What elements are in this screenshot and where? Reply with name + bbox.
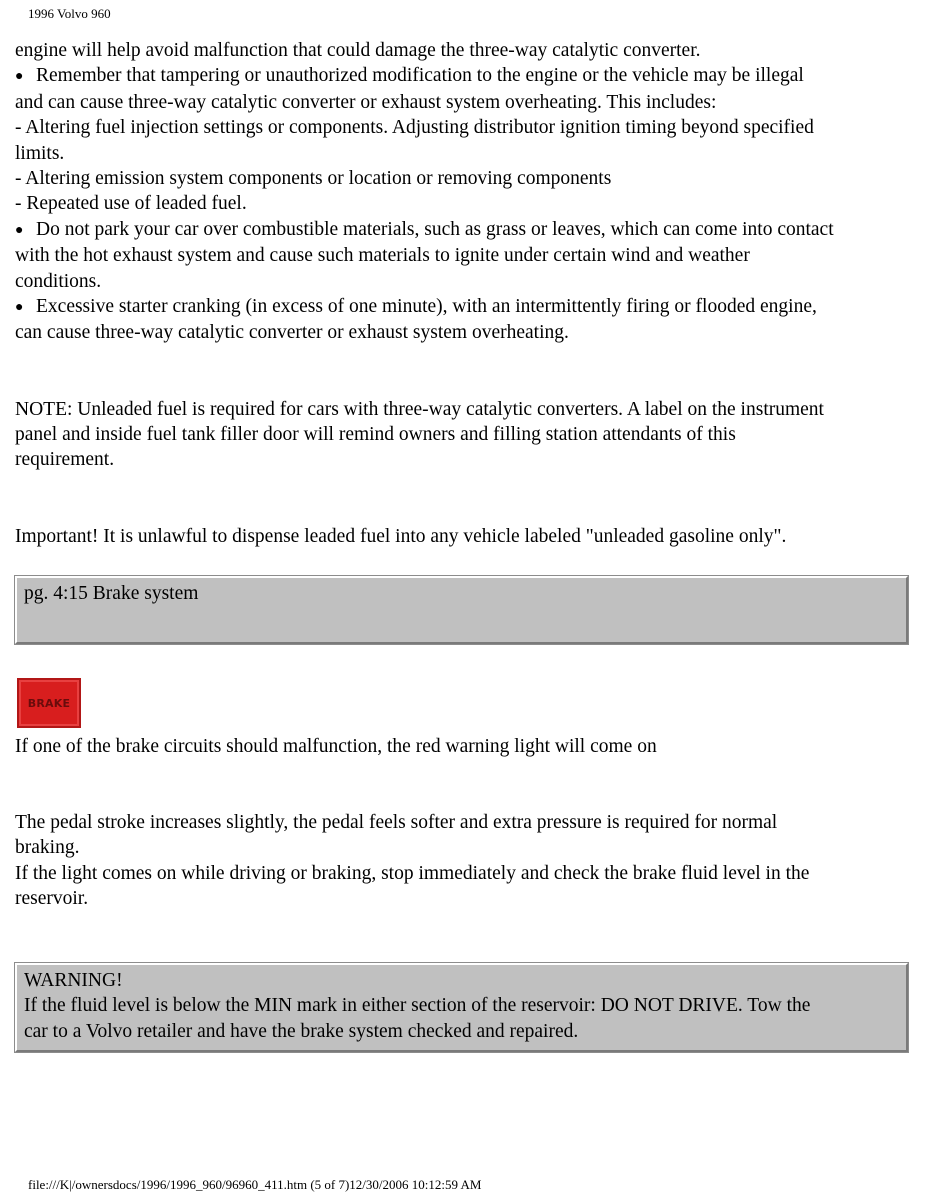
intro-line: engine will help avoid malfunction that could damage the three-way catalytic converter.	[15, 40, 701, 61]
brake-circuit-line: If one of the brake circuits should malfunction, the red warning light will come on	[15, 736, 657, 757]
dash-item: - Repeated use of leaded fuel.	[15, 193, 247, 215]
note-text: panel and inside fuel tank filler door will remind owners and filling station attendants of this	[15, 424, 736, 446]
pedal-text: braking.	[15, 837, 80, 859]
pedal-stroke-text	[15, 810, 915, 912]
section-header-brake-system	[15, 576, 908, 644]
page-footer: file:///K|/ownersdocs/1996/1996_960/96960_411.htm (5 of 7)12/30/2006 10:12:59 AM	[28, 1177, 482, 1192]
dash-item: - Altering emission system components or location or removing components	[15, 168, 612, 190]
catalytic-converter-text	[15, 38, 915, 549]
brake-icon-text: BRAKE	[27, 696, 71, 710]
section-header-label: pg. 4:15 Brake system	[24, 583, 199, 604]
warning-text: car to a Volvo retailer and have the brake system checked and repaired.	[24, 1020, 579, 1042]
brake-warning-light-icon	[17, 678, 81, 728]
page-header: 1996 Volvo 960	[28, 6, 111, 21]
warning-title: WARNING!	[24, 970, 123, 991]
bullet-continuation: with the hot exhaust system and cause such materials to ignite under certain wind and weather	[15, 245, 750, 267]
dash-item: - Altering fuel injection settings or components. Adjusting distributor ignition timing beyond specified	[15, 117, 814, 139]
brake-circuit-text	[15, 734, 915, 759]
bullet-continuation: conditions.	[15, 270, 102, 292]
dash-continuation: limits.	[15, 142, 65, 164]
bullet-icon: ●	[15, 69, 24, 85]
note-text: requirement.	[15, 449, 115, 471]
bullet-item: ● Remember that tampering or unauthorized modification to the engine or the vehicle may be illegal	[15, 63, 915, 89]
important-text: Important! It is unlawful to dispense leaded fuel into any vehicle labeled "unleaded gasoline only".	[15, 525, 787, 547]
bullet-icon: ●	[15, 222, 24, 238]
bullet-item: ● Excessive starter cranking (in excess of one minute), with an intermittently firing or flooded engine,	[15, 294, 915, 320]
pedal-text: If the light comes on while driving or braking, stop immediately and check the brake fluid level in the	[15, 862, 810, 884]
bullet-item: ● Do not park your car over combustible materials, such as grass or leaves, which can come into contact	[15, 217, 915, 243]
bullet-continuation: and can cause three-way catalytic converter or exhaust system overheating. This includes:	[15, 91, 717, 113]
warning-box	[15, 963, 908, 1052]
bullet-continuation: can cause three-way catalytic converter or exhaust system overheating.	[15, 322, 569, 344]
note-text: NOTE: Unleaded fuel is required for cars with three-way catalytic converters. A label on the instrument	[15, 398, 824, 420]
bullet-icon: ●	[15, 300, 24, 316]
warning-text: If the fluid level is below the MIN mark in either section of the reservoir: DO NOT DRIVE. Tow the	[24, 995, 811, 1017]
pedal-text: The pedal stroke increases slightly, the pedal feels softer and extra pressure is required for normal	[15, 812, 778, 833]
pedal-text: reservoir.	[15, 888, 89, 910]
